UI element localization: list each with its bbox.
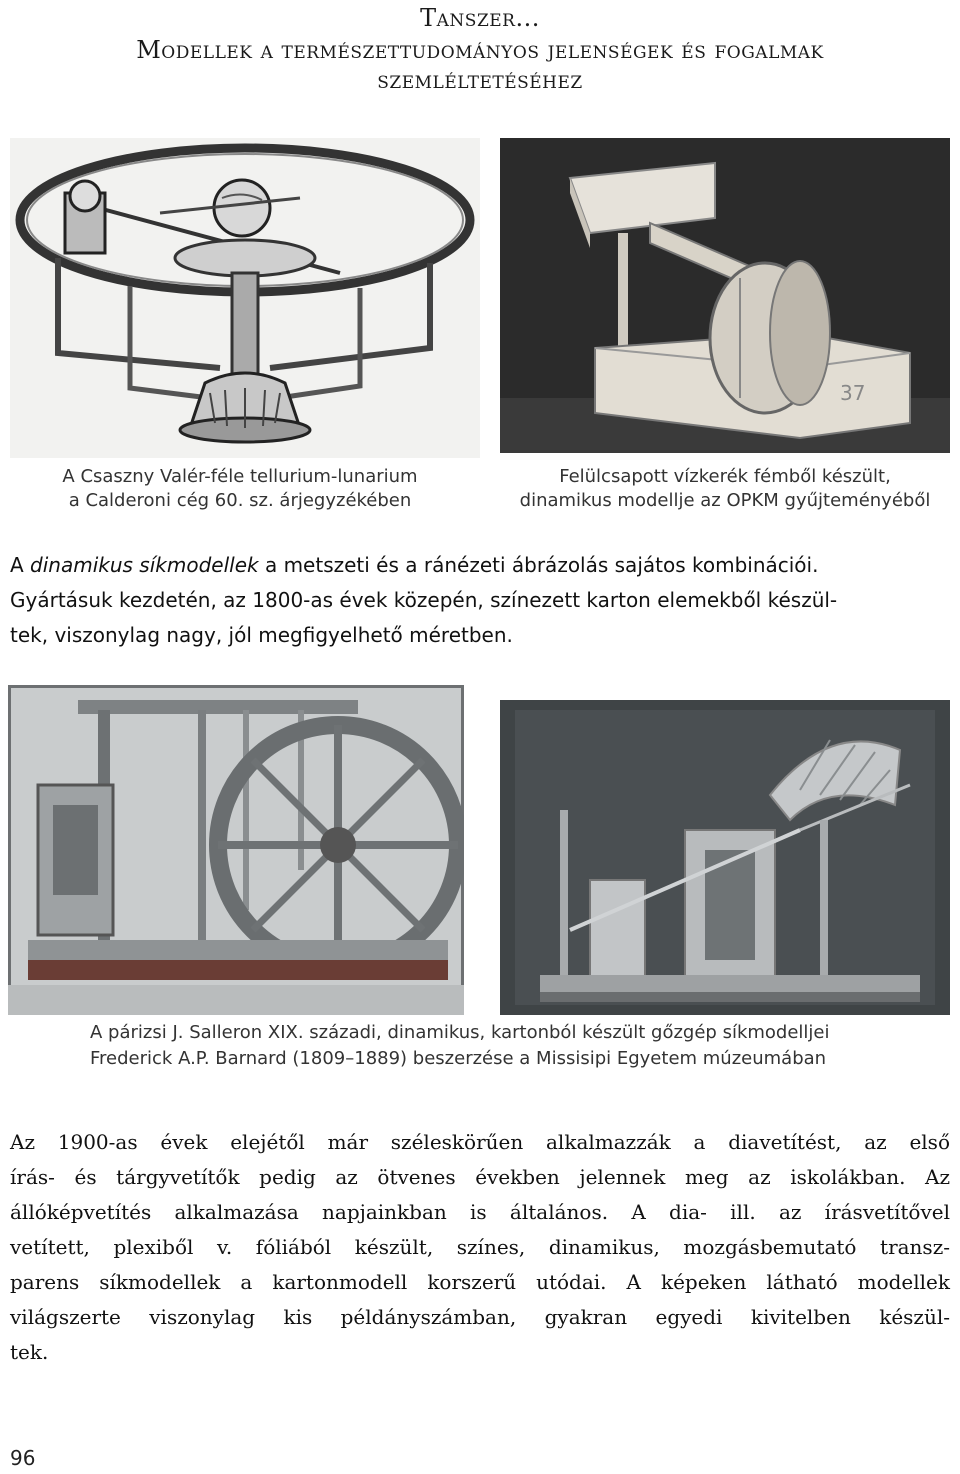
caption-steam-engines xyxy=(90,1020,910,1072)
paragraph-projection xyxy=(10,1125,950,1370)
paragraph2-line: tek. xyxy=(10,1340,49,1364)
caption-water-wheel-line2: dinamikus modellje az OPKM gyűjteményéből xyxy=(519,490,931,511)
caption-tellurium-line2: a Calderoni cég 60. sz. árjegyzékében xyxy=(68,490,412,511)
dynamic-models-term: dinamikus síkmodellek xyxy=(30,553,259,577)
paragraph2-line: Az 1900-as évek elejétől már széleskörűen alkalmazzák a diavetítést, az első xyxy=(10,1130,950,1154)
caption-steam-engines-line2: Frederick A.P. Barnard (1809–1889) beszerzése a Missisipi Egyetem múzeumában xyxy=(90,1048,827,1069)
section-subtitle-line1: Modellek a természettudományos jelenségek és fogalmak xyxy=(136,36,824,64)
caption-tellurium xyxy=(20,465,460,513)
caption-water-wheel-line1: Felülcsapott vízkerék fémből készült, xyxy=(559,466,891,487)
caption-water-wheel xyxy=(495,465,955,513)
steam-engine-model-2-image xyxy=(500,700,950,1015)
page-number: 96 xyxy=(10,1446,36,1470)
paragraph1-line2: Gyártásuk kezdetén, az 1800-as évek közepén, színezett karton elemekből készül- xyxy=(10,588,838,612)
paragraph1-line3: tek, viszonylag nagy, jól megfigyelhető méretben. xyxy=(10,623,513,647)
steam-engine-model-1-image xyxy=(8,685,464,1015)
section-subtitle-line2: szemléltetéséhez xyxy=(377,66,583,94)
paragraph2-line: írás- és tárgyvetítők pedig az ötvenes években jelennek meg az iskolákban. Az xyxy=(10,1165,950,1189)
caption-steam-engines-line1: A párizsi J. Salleron XIX. századi, dinamikus, kartonból készült gőzgép síkmodelljei xyxy=(90,1022,830,1043)
paragraph2-line: parens síkmodellek a kartonmodell korszerű utódai. A képeken látható modellek xyxy=(10,1270,950,1294)
plate-number-label: 37 xyxy=(840,381,866,405)
tellurium-lunarium-image xyxy=(10,138,480,458)
caption-tellurium-line1: A Csaszny Valér-féle tellurium-lunarium xyxy=(62,466,418,487)
paragraph2-line: vetített, plexiből v. fóliából készült, színes, dinamikus, mozgásbemutató transz- xyxy=(10,1235,950,1259)
section-title: Tanszer... xyxy=(420,4,540,32)
paragraph2-line: világszerte viszonylag kis példányszámban, gyakran egyedi kivitelben készül- xyxy=(10,1305,950,1329)
paragraph1-line1: A dinamikus síkmodellek a metszeti és a ránézeti ábrázolás sajátos kombinációi. xyxy=(10,553,819,577)
paragraph2-line: állóképvetítés alkalmazása napjainkban is általános. A dia- ill. az írásvetítővel xyxy=(10,1200,950,1224)
paragraph-dynamic-models xyxy=(10,548,950,653)
water-wheel-model-image xyxy=(500,138,950,453)
